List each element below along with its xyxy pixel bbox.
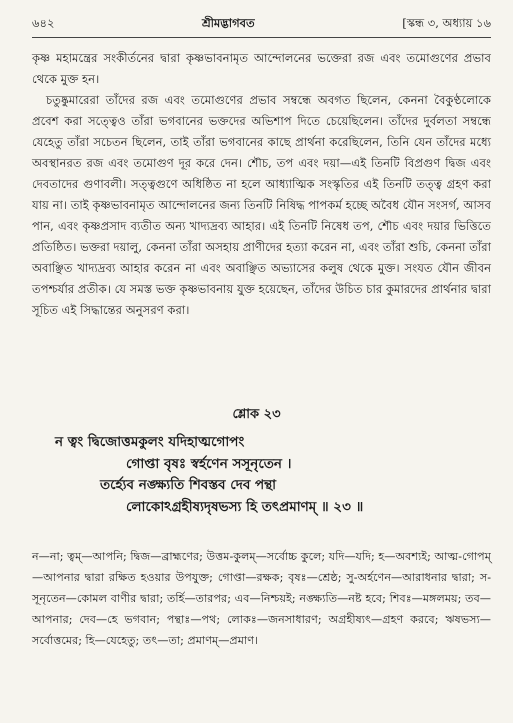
paragraph-2: চতুষ্কুমারেরা তাঁদের রজ এবং তমোগুণের প্রভাব সম্বন্ধে অবগত ছিলেন, কেননা বৈকুণ্ঠলোকে প্রবেশ করা সত্ত্বেও তাঁরা ভগবানের ভক্তদের অভিশাপ দিতে চেয়েছিলেন। তাঁদের দুর্বলতা সম্বন্ধে যেহেতু তাঁরা সচেতন ছিলেন, তাই তাঁরা ভগবানের কাছে প্রার্থনা করেছিলেন, তিনি যেন তাঁদের মধ্যে অবস্থানরত রজ এবং তমোগুণ দূর করে দেন। শৌচ, তপ এবং দয়া—এই তিনটি বিপ্রগুণ দ্বিজ এবং দেবতাদের গুণাবলী। সত্ত্বগুণে অধিষ্ঠিত না হলে আধ্যাত্মিক সংস্কৃতির এই তিনটি তত্ত্ব গ্রহণ করা যায় না। তাই কৃষ্ণভাবনামৃত আন্দোলনের জন্য তিনটি নিষিদ্ধ পাপকর্ম হচ্ছে অবৈধ যৌন সংসর্গ, আসব পান, এবং কৃষ্ণপ্রসাদ ব্যতীত অন্য খাদ্যদ্রব্য আহার। এই তিনটি নিষেধ তপ, শৌচ এবং দয়ার ভিত্তিতে প্রতিষ্ঠিত। ভক্তরা দয়ালু, কেননা তাঁরা অসহায় প্রাণীদের হত্যা করেন না, এবং তাঁরা শুচি, কেননা তাঁরা অবাঞ্ছিত খাদ্যদ্রব্য আহার করেন না এবং অবাঞ্ছিত অভ্যাসের কলুষ থেকে মুক্ত। সংযত যৌন জীবন তপশ্চর্যার প্রতীক। যে সমস্ত ভক্ত কৃষ্ণভাবনায় যুক্ত হয়েছেন, তাঁদের উচিত চার কুমারদের প্রার্থনার দ্বারা সূচিত এই সিদ্ধান্তের অনুসরণ করা।: [32, 93, 491, 317]
purport-text: [32, 48, 491, 321]
book-title: শ্রীমদ্ভাগবত: [201, 15, 255, 30]
verse-line-3: তর্হ্যেব নঙ্ক্ষ্যতি শিবস্তব দেব পন্থা: [100, 477, 277, 493]
sanskrit-verse: [55, 432, 491, 518]
word-meanings: [32, 546, 491, 651]
verse-line-4: লোকোঽগ্রহীষ্যদৃষভস্য হি তৎপ্রমাণম্ ॥ ২৩ ॥: [126, 498, 364, 515]
page-number: ৬৪২: [32, 15, 55, 30]
page-header: [32, 14, 491, 38]
verse-line-2: গোপ্তা বৃষঃ স্বর্হণেন সসূনৃতেন ।: [126, 455, 292, 472]
verse-line-1: ন ত্বং দ্বিজোত্তমকুলং যদিহাত্মগোপং: [55, 434, 245, 450]
section-reference: [স্কন্ধ ৩, অধ্যায় ১৬: [402, 15, 491, 30]
synonyms-text: ন—না; ত্বম্—আপনি; দ্বিজ—ব্রাহ্মণের; উত্তম-কুলম্—সর্বোচ্চ কুলে; যদি—যদি; হ—অবশ্যই; আত্ম-গোপম্—আপনার দ্বারা রক্ষিত হওয়ার উপযুক্ত; গোপ্তা—রক্ষক; বৃষঃ—শ্রেষ্ঠ; সু-অর্হণেন—আরাধনার দ্বারা; স-সূনৃতেন—কোমল বাণীর দ্বারা; তর্হি—তারপর; এব—নিশ্চয়ই; নঙ্ক্ষ্যতি—নষ্ট হবে; শিবঃ—মঙ্গলময়; তব—আপনার; দেব—হে ভগবান; পন্থাঃ—পথ; লোকঃ—জনসাধারণ; অগ্রহীষ্যৎ—গ্রহণ করবে; ঋষভস্য—সর্বোত্তমের; হি—যেহেতু; তৎ—তা; প্রমাণম্—প্রমাণ।: [32, 550, 491, 647]
verse-number: শ্লোক ২৩: [232, 407, 281, 422]
paragraph-1: কৃষ্ণ মহামন্ত্রের সংকীর্তনের দ্বারা কৃষ্ণভাবনামৃত আন্দোলনের ভক্তেরা রজ এবং তমোগুণের প্রভাব থেকে মুক্ত হন।: [32, 51, 491, 86]
